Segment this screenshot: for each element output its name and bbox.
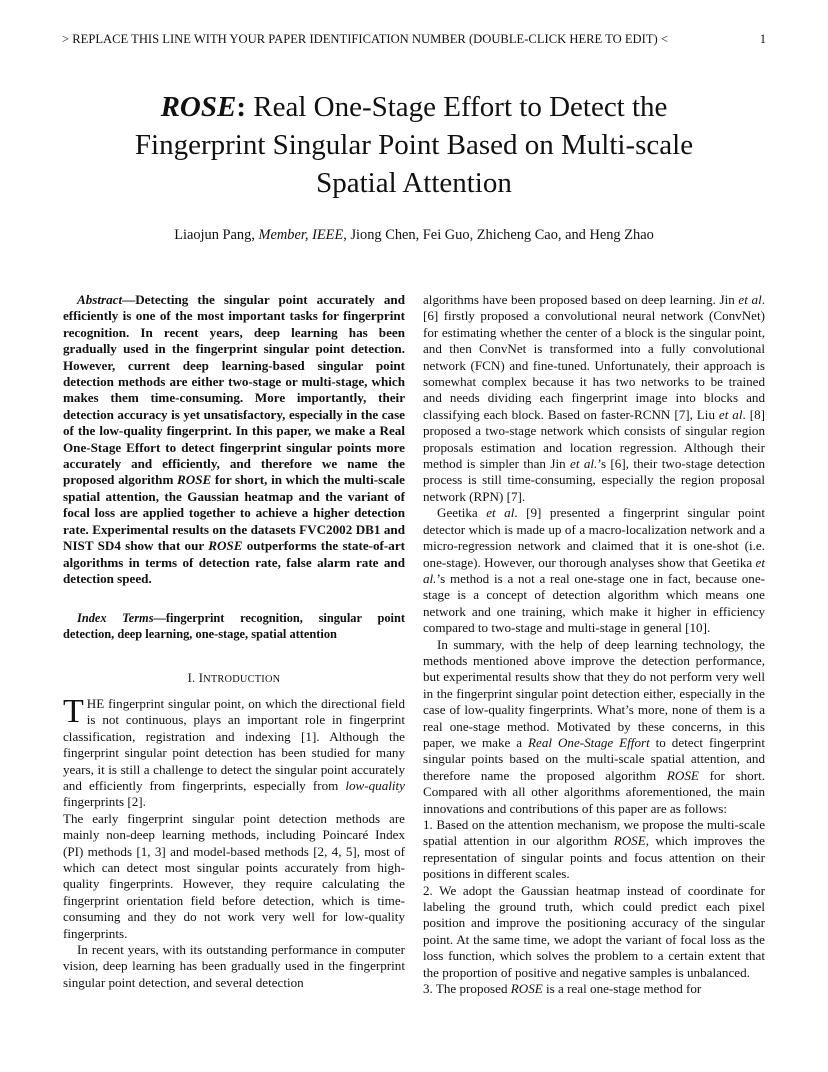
- right-p3-c: for short. Compared with all other algorithms aforementioned, the main innovations and contributions of this paper are as follows:: [423, 767, 765, 816]
- abstract-dash: —: [122, 292, 136, 307]
- right-paragraph-2: [423, 505, 765, 636]
- title-colon: :: [236, 91, 246, 123]
- intro-paragraph-1: [63, 692, 405, 811]
- section-numeral: I.: [187, 670, 199, 685]
- abstract-label: Abstract: [77, 292, 123, 307]
- right-paragraph-3: [423, 637, 765, 817]
- contribution-1-b: , which improves the representation of singular points and focus attention on their positions in different scales.: [423, 833, 765, 882]
- intro-paragraph-3: In recent years, with its outstanding performance in computer vision, deep learning has been gradually used in the fingerprint singular point detection, and several detection: [63, 942, 405, 990]
- contribution-3: [423, 981, 765, 997]
- abstract-rose-1: ROSE: [177, 472, 212, 488]
- contribution-3-rose: ROSE: [510, 981, 543, 997]
- right-p1-etal-3: et al.: [570, 456, 598, 472]
- section-heading-introduction: [63, 670, 405, 688]
- right-p1-c: . [8] proposed a two-stage network which consists of singular region proposals estimation and location regression. Although their method is simpler than Jin: [423, 406, 765, 472]
- right-p1-b: . [6] firstly proposed a convolutional neural network (ConvNet) for estimating whether the center of a block is the singular point, and then ConvNet is transformed into a fully convolutional network (FCN) and fine-tuned. Unfortunately, their approach is somewhat complex because it has two networks to be trained and needs dividing each fingerprint image into blocks and classifying each block. Based on faster-RCNN [7], Liu: [423, 292, 765, 422]
- index-terms-label: Index Terms: [77, 611, 154, 626]
- contribution-2: 2. We adopt the Gaussian heatmap instead of coordinate for labeling the ground truth, which could predict each pixel position and improve the positioning accuracy of the singular point. At the same time, we adopt the variant of focal loss as the loss function, which solves the problem to a certain extent that the proportion of positive and negative samples is unbalanced.: [423, 882, 765, 980]
- intro-p1-em: low-quality: [345, 777, 405, 793]
- right-p3-a: In summary, with the help of deep learning technology, the methods mentioned above improve the detection performance, but experimental results show that they do not perform very well in the fingerprint singular point detection either, especially in the case of low-quality fingerprints. What’s more, none of them is a real one-stage method. Motivated by these concerns, in this paper, we make a: [423, 636, 765, 750]
- title-line1: Real One-Stage Effort to Detect the: [246, 91, 668, 123]
- right-p1-etal-1: et al: [738, 292, 762, 307]
- author-membership: Member, IEEE: [258, 227, 344, 243]
- paper-title: [40, 88, 788, 202]
- title-line3: Spatial Attention: [316, 167, 512, 199]
- right-paragraph-1: [423, 292, 765, 505]
- right-p2-b: . [9] presented a fingerprint singular point detector which is made up of a macro-localization network and a micro-regression network and claimed that it is one-shot (i.e. one-stage). However, our thorough analyses show that Geetika: [423, 505, 765, 570]
- right-p2-etal-1: et al: [486, 505, 515, 521]
- abstract-rose-2: ROSE: [208, 538, 243, 554]
- right-p1-d: ’s [6], their two-stage detection process is still time-consuming, especially the region proposal network (RPN) [7].: [423, 456, 765, 504]
- right-p1-a: algorithms have been proposed based on deep learning. Jin: [423, 292, 739, 307]
- intro-p1-a: HE fingerprint singular point, on which the directional field is not continuous, plays an important role in fingerprint classification, registration and indexing [1]. Although the fingerprint singular point detection has been studied for many years, it is still a challenge to detect the singular point accurately and efficiently from fingerprints, especially from: [63, 695, 405, 793]
- section-title-rest: NTRODUCTION: [203, 673, 281, 685]
- right-p2-etal-2: et al.: [423, 554, 765, 586]
- right-p2-c: ’s method is a not a real one-stage one in fact, because one-stage is a concept of detection algorithm which means one network and one training, which make it higher in efficiency compared to two-stage and multi-stage in general [10].: [423, 570, 765, 636]
- author-list: [40, 226, 788, 244]
- title-line2: Fingerprint Singular Point Based on Multi-scale: [134, 129, 694, 161]
- right-column: [423, 292, 765, 997]
- index-terms: [63, 611, 405, 642]
- right-p3-rose: ROSE: [666, 767, 699, 783]
- abstract-text-2: for short, in which the multi-scale spatial attention, the Gaussian heatmap and the variant of focal loss are applied together to achieve a higher detection rate. Experimental results on the datasets FVC2002 DB1 and NIST SD4 show that our: [63, 472, 405, 554]
- contribution-3-b: is a real one-stage method for: [542, 981, 702, 997]
- drop-cap: T: [63, 692, 84, 730]
- page-number: 1: [759, 32, 766, 46]
- title-acronym: ROSE: [160, 91, 237, 123]
- right-p3-b: to detect fingerprint singular points based on the multi-scale spatial attention, and therefore name the proposed algorithm: [423, 734, 765, 783]
- section-initial: I: [198, 670, 204, 685]
- abstract-text-3: outperforms the state-of-art algorithms in terms of detection rate, false alarm rate and detection speed.: [63, 538, 405, 586]
- running-header: [62, 30, 766, 48]
- abstract: [63, 292, 405, 587]
- contribution-3-a: 3. The proposed: [423, 981, 511, 997]
- index-terms-text: —fingerprint recognition, singular point detection, deep learning, one-stage, spatial attention: [63, 611, 405, 641]
- right-p1-etal-2: et al: [718, 406, 743, 422]
- author-rest: , Jiong Chen, Fei Guo, Zhicheng Cao, and Heng Zhao: [343, 227, 654, 243]
- abstract-text-1: Detecting the singular point accurately and efficiently is one of the most important tasks for fingerprint recognition. In recent years, deep learning has been gradually used in the fingerprint singular point detection. However, current deep learning-based singular point detection methods are either two-stage or multi-stage, which makes them time-consuming. More importantly, their detection accuracy is yet unsatisfactory, especially in the case of the low-quality fingerprint. In this paper, we make a Real One-Stage Effort to detect fingerprint singular points more accurately and efficiently, and therefore we name the proposed algorithm: [63, 292, 405, 488]
- intro-paragraph-2: The early fingerprint singular point detection methods are mainly non-deep learning methods, including Poincaré Index (PI) methods [1, 3] and model-based methods [2, 4, 5], most of which can detect most singular points accurately from high-quality fingerprints. However, they require calculating the fingerprint orientation field before detection, which is time-consuming and they do not work very well for low-quality fingerprints.: [63, 810, 405, 941]
- contribution-1-a: 1. Based on the attention mechanism, we propose the multi-scale spatial attention in our algorithm: [423, 817, 765, 849]
- right-p3-effort: Real One-Stage Effort: [528, 734, 650, 750]
- intro-p1-b: fingerprints [2].: [63, 794, 146, 810]
- contribution-1-rose: ROSE: [613, 833, 646, 849]
- header-paper-id-placeholder: > REPLACE THIS LINE WITH YOUR PAPER IDENTIFICATION NUMBER (DOUBLE-CLICK HERE TO EDIT) <: [62, 32, 668, 46]
- contribution-1: [423, 817, 765, 883]
- left-column: [63, 292, 405, 991]
- author-first: Liaojun Pang,: [174, 227, 259, 243]
- right-p2-a: Geetika: [437, 505, 487, 521]
